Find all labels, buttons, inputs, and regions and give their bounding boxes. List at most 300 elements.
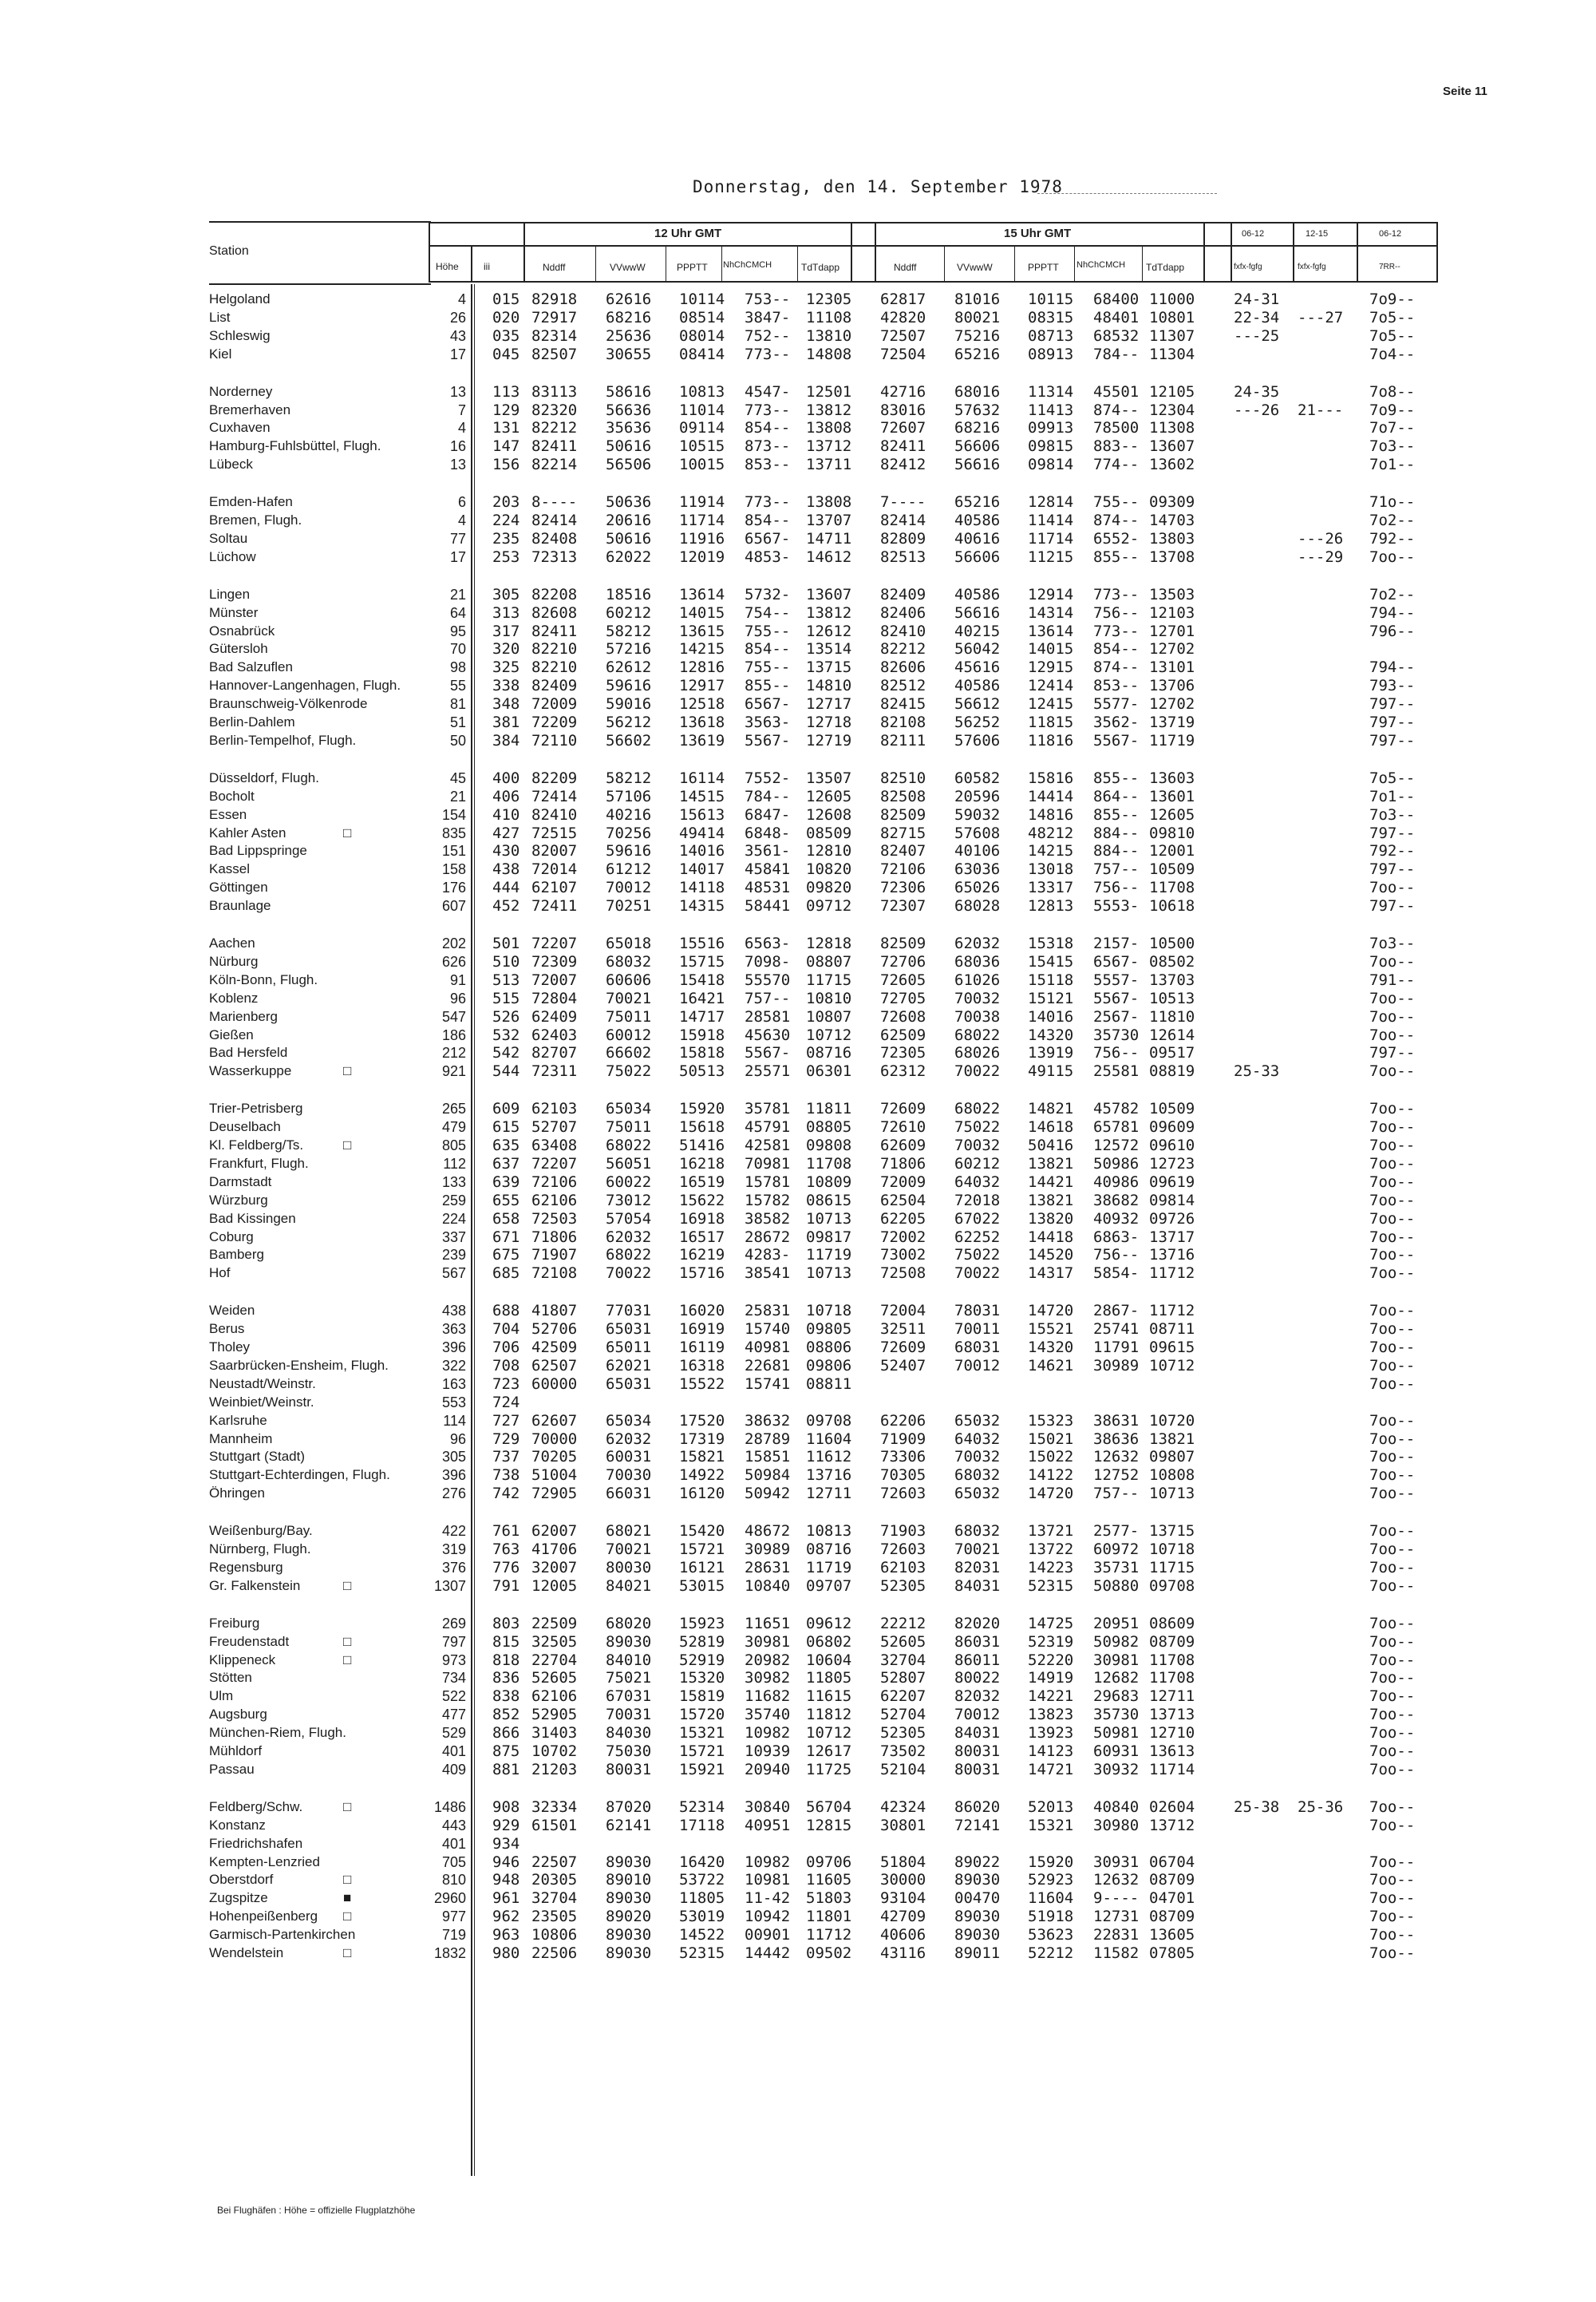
cell-ppptt-12: 08014 — [679, 326, 725, 345]
cell-td-15: 08709 — [1149, 1908, 1195, 1926]
cell-nh-12: 38582 — [745, 1209, 791, 1228]
cell-nh-12: 755-- — [745, 659, 791, 677]
station-name: Braunlage — [209, 898, 271, 914]
cell-nh-15: 35730 — [1093, 1706, 1140, 1724]
cell-nddff-15: 42716 — [880, 382, 926, 401]
cell-nh-15: 6567- — [1093, 952, 1140, 971]
cell-nh-12: 3563- — [745, 714, 791, 731]
cell-nddff-12: 72007 — [531, 971, 578, 989]
cell-nddff-15: 30801 — [880, 1816, 926, 1834]
cell-nh-15: 5553- — [1093, 897, 1140, 916]
cell-ppptt-12: 15715 — [679, 952, 725, 971]
cell-ppptt-15: 14123 — [1028, 1742, 1074, 1760]
cell-ppptt-12: 15613 — [679, 805, 725, 824]
cell-nddff-12: 82408 — [531, 529, 578, 548]
cell-precip-06-12: 7o1-- — [1369, 456, 1416, 474]
cell-ppptt-12: 50513 — [679, 1062, 725, 1081]
cell-vvwww-15: 68032 — [954, 1522, 1001, 1541]
cell-ppptt-15: 14320 — [1028, 1026, 1074, 1044]
cell-vvwww-12: 67031 — [606, 1687, 652, 1706]
cell-vvwww-15: 40616 — [954, 529, 1001, 548]
cell-nddff-15: 42820 — [880, 308, 926, 326]
cell-precip-06-12: 7oo-- — [1369, 1926, 1416, 1944]
cell-td-15: 13101 — [1149, 659, 1195, 677]
cell-nddff-15: 82212 — [880, 640, 926, 659]
cell-ppptt-12: 16218 — [679, 1154, 725, 1173]
cell-nddff-12: 32007 — [531, 1558, 578, 1576]
table-row — [0, 659, 1596, 676]
mountain-station-marker: □ — [343, 1063, 352, 1079]
cell-nddff-15: 62312 — [880, 1062, 926, 1081]
cell-nddff-15: 82715 — [880, 824, 926, 842]
cell-iii: 763 — [492, 1541, 520, 1558]
mountain-station-marker: □ — [343, 825, 352, 841]
cell-ppptt-12: 17319 — [679, 1430, 725, 1448]
cell-nh-12: 00901 — [745, 1926, 791, 1944]
cell-td-15: 13703 — [1149, 971, 1195, 989]
cell-td-15: 10712 — [1149, 1356, 1195, 1374]
cell-ppptt-12: 10813 — [679, 382, 725, 401]
cell-vvwww-15: 65032 — [954, 1411, 1001, 1430]
cell-nh-15: 11582 — [1093, 1944, 1140, 1962]
cell-td-15: 10500 — [1149, 935, 1195, 952]
cell-td-12: 11812 — [806, 1706, 852, 1724]
table-row — [0, 990, 1596, 1007]
station-height: 17 — [449, 548, 466, 565]
cell-td-15: 09619 — [1149, 1173, 1195, 1191]
cell-nddff-15: 52305 — [880, 1724, 926, 1742]
cell-iii: 253 — [492, 548, 520, 566]
cell-nddff-15: 82409 — [880, 585, 926, 603]
station-height: 202 — [441, 935, 466, 951]
cell-nh-12: 6563- — [745, 935, 791, 952]
cell-iii: 384 — [492, 731, 520, 750]
cell-ppptt-15: 15022 — [1028, 1448, 1074, 1466]
station-height: 305 — [441, 1449, 466, 1465]
cell-nddff-15: 52305 — [880, 1576, 926, 1595]
header-rule — [429, 245, 1438, 247]
station-name: Stuttgart (Stadt) — [209, 1449, 305, 1465]
cell-nddff-15: 72607 — [880, 419, 926, 437]
header-rule — [1357, 222, 1358, 283]
table-row — [0, 1798, 1596, 1816]
cell-ppptt-12: 10015 — [679, 456, 725, 474]
cell-precip-06-12: 7oo-- — [1369, 1007, 1416, 1026]
cell-vvwww-12: 87020 — [606, 1798, 652, 1816]
cell-ppptt-15: 11413 — [1028, 401, 1074, 419]
cell-vvwww-12: 65031 — [606, 1320, 652, 1339]
cell-nh-15: 29683 — [1093, 1687, 1140, 1706]
cell-td-12: 10810 — [806, 989, 852, 1007]
cell-ppptt-12: 15923 — [679, 1614, 725, 1632]
table-row — [0, 309, 1596, 326]
cell-td-15: 13715 — [1149, 1522, 1195, 1541]
cell-precip-06-12: 7oo-- — [1369, 1871, 1416, 1889]
station-height: 396 — [441, 1339, 466, 1355]
cell-ppptt-15: 11604 — [1028, 1889, 1074, 1908]
cell-nh-12: 4283- — [745, 1246, 791, 1264]
cell-iii: 203 — [492, 493, 520, 512]
cell-precip-06-12: 7oo-- — [1369, 1558, 1416, 1576]
cell-iii: 542 — [492, 1044, 520, 1062]
station-name: List — [209, 309, 231, 325]
cell-ppptt-15: 14725 — [1028, 1614, 1074, 1632]
station-name: Saarbrücken-Ensheim, Flugh. — [209, 1357, 389, 1373]
cell-vvwww-15: 68022 — [954, 1026, 1001, 1044]
table-row — [0, 1173, 1596, 1191]
cell-td-12: 12717 — [806, 695, 852, 714]
cell-ppptt-12: 17520 — [679, 1411, 725, 1430]
cell-nh-15: 883-- — [1093, 437, 1140, 456]
cell-nddff-12: 61501 — [531, 1816, 578, 1834]
cell-td-12: 13812 — [806, 603, 852, 622]
cell-nh-15: 12632 — [1093, 1871, 1140, 1889]
cell-nh-12: 28672 — [745, 1228, 791, 1246]
cell-ppptt-12: 14016 — [679, 842, 725, 860]
cell-td-12: 08716 — [806, 1044, 852, 1062]
station-name: Schleswig — [209, 327, 271, 343]
header-rule — [1293, 222, 1294, 283]
cell-iii: 156 — [492, 456, 520, 474]
cell-td-15: 09517 — [1149, 1044, 1195, 1062]
table-row — [0, 788, 1596, 805]
cell-ppptt-15: 14418 — [1028, 1228, 1074, 1246]
cell-td-12: 13808 — [806, 419, 852, 437]
cell-ppptt-12: 15622 — [679, 1191, 725, 1209]
cell-vvwww-15: 65216 — [954, 493, 1001, 512]
cell-ppptt-15: 13722 — [1028, 1541, 1074, 1558]
cell-td-15: 11307 — [1149, 326, 1195, 345]
cell-nh-12: 873-- — [745, 437, 791, 456]
cell-nh-12: 28789 — [745, 1430, 791, 1448]
cell-nh-12: 755-- — [745, 622, 791, 640]
cell-td-12: 10712 — [806, 1724, 852, 1742]
station-height: 158 — [441, 861, 466, 878]
cell-ppptt-12: 15720 — [679, 1706, 725, 1724]
header-hoehe: Höhe — [436, 261, 459, 272]
cell-nddff-12: 70205 — [531, 1448, 578, 1466]
cell-nh-12: 15781 — [745, 1173, 791, 1191]
station-name: Trier-Petrisberg — [209, 1101, 303, 1117]
station-name: Lingen — [209, 586, 251, 602]
cell-ppptt-15: 52013 — [1028, 1798, 1074, 1816]
cell-nh-15: 6552- — [1093, 529, 1140, 548]
cell-nh-15: 12752 — [1093, 1466, 1140, 1485]
cell-vvwww-12: 68020 — [606, 1614, 652, 1632]
station-name: Emden-Hafen — [209, 494, 293, 510]
cell-vvwww-12: 89030 — [606, 1853, 652, 1871]
cell-nh-15: 20951 — [1093, 1614, 1140, 1632]
cell-td-12: 11605 — [806, 1871, 852, 1889]
cell-ppptt-15: 14919 — [1028, 1669, 1074, 1687]
cell-td-15: 11708 — [1149, 1669, 1195, 1687]
station-height: 810 — [441, 1872, 466, 1889]
station-height: 45 — [449, 769, 466, 786]
cell-nh-15: 50981 — [1093, 1724, 1140, 1742]
cell-nh-12: 5567- — [745, 1044, 791, 1062]
table-row — [0, 586, 1596, 603]
cell-nh-15: 5577- — [1093, 695, 1140, 714]
cell-vvwww-12: 56051 — [606, 1154, 652, 1173]
cell-nh-12: 6847- — [745, 805, 791, 824]
station-height: 151 — [441, 843, 466, 860]
cell-iii: 510 — [492, 952, 520, 971]
cell-td-15: 12710 — [1149, 1724, 1195, 1742]
cell-nh-15: 756-- — [1093, 879, 1140, 897]
cell-ppptt-12: 12019 — [679, 548, 725, 566]
cell-precip-06-12: 794-- — [1369, 659, 1416, 677]
cell-nddff-12: 70000 — [531, 1430, 578, 1448]
cell-td-15: 07805 — [1149, 1944, 1195, 1962]
cell-nddff-15: 72306 — [880, 879, 926, 897]
table-row — [0, 640, 1596, 658]
table-row — [0, 935, 1596, 952]
cell-vvwww-12: 89030 — [606, 1944, 652, 1962]
cell-ppptt-12: 15821 — [679, 1448, 725, 1466]
cell-nh-12: 40981 — [745, 1339, 791, 1356]
cell-ppptt-12: 15921 — [679, 1760, 725, 1778]
cell-precip-06-12: 792-- — [1369, 529, 1416, 548]
header-station: Station — [209, 244, 249, 258]
cell-iii: 113 — [492, 382, 520, 401]
station-name: Passau — [209, 1761, 255, 1777]
cell-td-12: 11712 — [806, 1926, 852, 1944]
cell-iii: 934 — [492, 1834, 520, 1853]
cell-nddff-15: 71909 — [880, 1430, 926, 1448]
cell-ppptt-15: 12915 — [1028, 659, 1074, 677]
cell-nh-12: 30989 — [745, 1541, 791, 1558]
station-name: Köln-Bonn, Flugh. — [209, 971, 318, 987]
station-name: Wendelstein — [209, 1945, 284, 1960]
table-row — [0, 604, 1596, 622]
cell-td-12: 09612 — [806, 1614, 852, 1632]
cell-iii: 615 — [492, 1118, 520, 1137]
cell-nh-15: 774-- — [1093, 456, 1140, 474]
table-row — [0, 1302, 1596, 1319]
cell-td-15: 12702 — [1149, 640, 1195, 659]
cell-ppptt-12: 14515 — [679, 787, 725, 805]
cell-nh-15: 2157- — [1093, 935, 1140, 952]
cell-nh-15: 6863- — [1093, 1228, 1140, 1246]
cell-td-12: 11715 — [806, 971, 852, 989]
cell-td-12: 09820 — [806, 879, 852, 897]
header-nh-12: NhChCMCH — [723, 260, 772, 270]
table-row — [0, 401, 1596, 419]
cell-td-12: 13507 — [806, 769, 852, 787]
cell-precip-06-12: 7oo-- — [1369, 1466, 1416, 1485]
cell-vvwww-15: 75216 — [954, 326, 1001, 345]
cell-vvwww-12: 18516 — [606, 585, 652, 603]
header-td-12: TdTdapp — [801, 262, 840, 273]
cell-iii: 317 — [492, 622, 520, 640]
cell-ppptt-15: 11414 — [1028, 512, 1074, 529]
cell-vvwww-15: 45616 — [954, 659, 1001, 677]
cell-nddff-15: 72504 — [880, 345, 926, 363]
table-row — [0, 1044, 1596, 1062]
cell-vvwww-15: 70011 — [954, 1320, 1001, 1339]
cell-ppptt-15: 52319 — [1028, 1632, 1074, 1651]
cell-td-15: 02604 — [1149, 1798, 1195, 1816]
cell-nddff-12: 72209 — [531, 714, 578, 731]
station-height: 734 — [441, 1670, 466, 1687]
cell-vvwww-12: 60212 — [606, 603, 652, 622]
cell-td-12: 09712 — [806, 897, 852, 916]
cell-iii: 515 — [492, 989, 520, 1007]
cell-nddff-12: 32704 — [531, 1889, 578, 1908]
cell-nddff-15: 72603 — [880, 1541, 926, 1558]
header-x2-top: 12-15 — [1306, 229, 1329, 239]
cell-ppptt-15: 14618 — [1028, 1118, 1074, 1137]
cell-precip-06-12: 7oo-- — [1369, 1062, 1416, 1081]
cell-iii: 526 — [492, 1007, 520, 1026]
cell-td-12: 13514 — [806, 640, 852, 659]
cell-td-12: 51803 — [806, 1889, 852, 1908]
cell-vvwww-15: 82032 — [954, 1687, 1001, 1706]
header-rule — [1014, 245, 1015, 283]
cell-nh-15: 50880 — [1093, 1576, 1140, 1595]
station-name: Bad Hersfeld — [209, 1045, 288, 1061]
cell-td-12: 08615 — [806, 1191, 852, 1209]
header-x1-top: 06-12 — [1242, 229, 1265, 239]
cell-vvwww-12: 58212 — [606, 622, 652, 640]
cell-td-12: 11719 — [806, 1558, 852, 1576]
station-name: Gr. Falkenstein — [209, 1577, 301, 1593]
table-row — [0, 1706, 1596, 1723]
cell-td-15: 11712 — [1149, 1302, 1195, 1320]
cell-vvwww-12: 65031 — [606, 1374, 652, 1393]
cell-precip-06-12: 7oo-- — [1369, 1614, 1416, 1632]
cell-td-15: 11308 — [1149, 419, 1195, 437]
cell-nh-12: 6567- — [745, 529, 791, 548]
station-height: 133 — [441, 1173, 466, 1190]
cell-ppptt-12: 09114 — [679, 419, 725, 437]
cell-nddff-15: 73306 — [880, 1448, 926, 1466]
cell-td-12: 09817 — [806, 1228, 852, 1246]
station-name: Berlin-Tempelhof, Flugh. — [209, 732, 357, 748]
cell-nh-12: 38632 — [745, 1411, 791, 1430]
cell-td-12: 08806 — [806, 1339, 852, 1356]
cell-precip-06-12: 7oo-- — [1369, 1154, 1416, 1173]
cell-iii: 338 — [492, 677, 520, 695]
station-name: Regensburg — [209, 1559, 283, 1575]
cell-nddff-15: 62609 — [880, 1137, 926, 1154]
table-row — [0, 953, 1596, 971]
cell-iii: 708 — [492, 1356, 520, 1374]
cell-vvwww-12: 73012 — [606, 1191, 652, 1209]
cell-nddff-15: 42324 — [880, 1798, 926, 1816]
cell-nddff-15: 82415 — [880, 695, 926, 714]
cell-nddff-12: 21203 — [531, 1760, 578, 1778]
cell-td-12: 08811 — [806, 1374, 852, 1393]
header-iii: iii — [484, 261, 490, 272]
cell-nddff-15: 82412 — [880, 456, 926, 474]
cell-vvwww-12: 57106 — [606, 787, 652, 805]
cell-iii: 513 — [492, 971, 520, 989]
cell-td-12: 10718 — [806, 1302, 852, 1320]
cell-gust-06-12: 24-31 — [1234, 291, 1280, 308]
cell-ppptt-12: 15321 — [679, 1724, 725, 1742]
cell-vvwww-12: 62032 — [606, 1430, 652, 1448]
cell-precip-06-12: 792-- — [1369, 842, 1416, 860]
cell-iii: 406 — [492, 787, 520, 805]
cell-ppptt-15: 11815 — [1028, 714, 1074, 731]
cell-precip-06-12: 7oo-- — [1369, 1541, 1416, 1558]
cell-precip-06-12: 7oo-- — [1369, 952, 1416, 971]
cell-td-12: 13715 — [806, 659, 852, 677]
station-height: 921 — [441, 1063, 466, 1080]
cell-iii: 836 — [492, 1669, 520, 1687]
cell-nh-12: 3847- — [745, 308, 791, 326]
cell-td-15: 09814 — [1149, 1191, 1195, 1209]
cell-nh-15: 35730 — [1093, 1026, 1140, 1044]
cell-vvwww-15: 70038 — [954, 1007, 1001, 1026]
cell-nddff-12: 82411 — [531, 622, 578, 640]
cell-precip-06-12: 7o2-- — [1369, 585, 1416, 603]
cell-td-12: 10712 — [806, 1026, 852, 1044]
station-name: Kl. Feldberg/Ts. — [209, 1137, 304, 1153]
cell-vvwww-15: 62032 — [954, 935, 1001, 952]
cell-ppptt-15: 15920 — [1028, 1853, 1074, 1871]
cell-iii: 015 — [492, 291, 520, 308]
table-row — [0, 695, 1596, 713]
cell-precip-06-12: 7oo-- — [1369, 548, 1416, 566]
cell-iii: 742 — [492, 1485, 520, 1503]
cell-vvwww-12: 66031 — [606, 1485, 652, 1503]
station-height: 1307 — [433, 1577, 466, 1594]
cell-nh-12: 10981 — [745, 1871, 791, 1889]
cell-vvwww-15: 67022 — [954, 1209, 1001, 1228]
cell-nddff-15: 72508 — [880, 1264, 926, 1283]
cell-vvwww-12: 57054 — [606, 1209, 652, 1228]
cell-td-12: 10807 — [806, 1007, 852, 1026]
cell-ppptt-15: 14015 — [1028, 640, 1074, 659]
cell-td-15: 12614 — [1149, 1026, 1195, 1044]
cell-iii: 131 — [492, 419, 520, 437]
cell-nh-12: 55570 — [745, 971, 791, 989]
cell-vvwww-12: 56506 — [606, 456, 652, 474]
cell-ppptt-12: 15420 — [679, 1522, 725, 1541]
cell-vvwww-15: 70021 — [954, 1541, 1001, 1558]
table-row — [0, 1466, 1596, 1484]
cell-vvwww-12: 30655 — [606, 345, 652, 363]
cell-nh-12: 15782 — [745, 1191, 791, 1209]
table-row — [0, 530, 1596, 548]
cell-precip-06-12: 7oo-- — [1369, 1191, 1416, 1209]
cell-nddff-15: 82108 — [880, 714, 926, 731]
cell-nddff-12: 82320 — [531, 401, 578, 419]
cell-nddff-12: 82208 — [531, 585, 578, 603]
table-row — [0, 1448, 1596, 1465]
cell-nddff-12: 22704 — [531, 1651, 578, 1669]
cell-nh-15: 756-- — [1093, 1246, 1140, 1264]
station-height: 322 — [441, 1357, 466, 1374]
cell-ppptt-12: 11914 — [679, 493, 725, 512]
station-height: 265 — [441, 1101, 466, 1117]
header-rule — [875, 222, 876, 283]
station-name: Weißenburg/Bay. — [209, 1523, 313, 1539]
cell-iii: 881 — [492, 1760, 520, 1778]
cell-iii: 704 — [492, 1320, 520, 1339]
cell-vvwww-12: 68022 — [606, 1246, 652, 1264]
station-name: Nürburg — [209, 953, 259, 969]
cell-ppptt-15: 13820 — [1028, 1209, 1074, 1228]
cell-precip-06-12: 7o1-- — [1369, 787, 1416, 805]
station-name: Coburg — [209, 1228, 254, 1244]
cell-precip-06-12: 797-- — [1369, 714, 1416, 731]
cell-nddff-12: 82210 — [531, 640, 578, 659]
cell-ppptt-15: 14317 — [1028, 1264, 1074, 1283]
cell-td-12: 11604 — [806, 1430, 852, 1448]
